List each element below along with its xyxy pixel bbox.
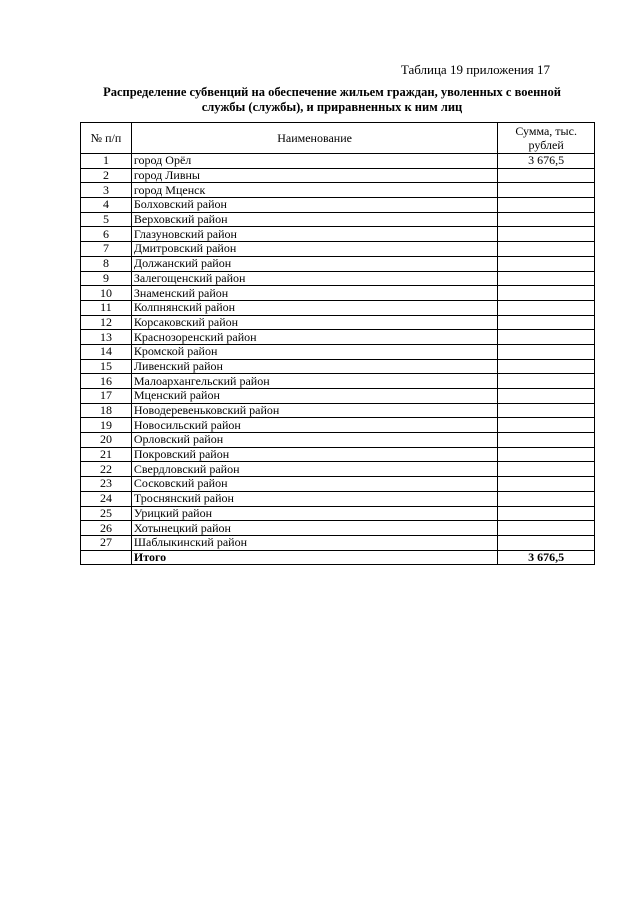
row-number: 2 <box>81 168 132 183</box>
row-sum <box>498 212 595 227</box>
row-name: Корсаковский район <box>131 315 497 330</box>
table-body <box>81 154 595 565</box>
row-number: 20 <box>81 433 132 448</box>
row-name: Сосковский район <box>131 477 497 492</box>
row-sum: 3 676,5 <box>498 154 595 169</box>
table-row <box>81 256 595 271</box>
row-number: 25 <box>81 506 132 521</box>
table-row <box>81 154 595 169</box>
row-sum <box>498 286 595 301</box>
row-name: город Ливны <box>131 168 497 183</box>
row-sum <box>498 477 595 492</box>
table-row <box>81 506 595 521</box>
row-number: 13 <box>81 330 132 345</box>
table-row <box>81 389 595 404</box>
table-row <box>81 315 595 330</box>
row-number: 4 <box>81 198 132 213</box>
column-header-number: № п/п <box>81 123 132 154</box>
row-number: 26 <box>81 521 132 536</box>
table-row <box>81 198 595 213</box>
row-number: 18 <box>81 403 132 418</box>
row-number: 12 <box>81 315 132 330</box>
row-number: 10 <box>81 286 132 301</box>
table-row <box>81 535 595 550</box>
row-sum <box>498 359 595 374</box>
row-number: 21 <box>81 447 132 462</box>
row-name: Покровский район <box>131 447 497 462</box>
row-sum <box>498 403 595 418</box>
table-row <box>81 300 595 315</box>
row-name: Мценский район <box>131 389 497 404</box>
row-name: Новосильский район <box>131 418 497 433</box>
row-sum <box>498 521 595 536</box>
row-sum <box>498 330 595 345</box>
table-row <box>81 286 595 301</box>
column-header-sum: Сумма, тыс. рублей <box>498 123 595 154</box>
row-number: 8 <box>81 256 132 271</box>
row-name: Ливенский район <box>131 359 497 374</box>
table-row <box>81 212 595 227</box>
row-number: 1 <box>81 154 132 169</box>
row-sum <box>498 300 595 315</box>
table-row <box>81 168 595 183</box>
row-sum <box>498 462 595 477</box>
row-name: Колпнянский район <box>131 300 497 315</box>
table-row <box>81 433 595 448</box>
row-sum <box>498 183 595 198</box>
table-row <box>81 491 595 506</box>
row-sum <box>498 198 595 213</box>
row-number: 11 <box>81 300 132 315</box>
table-row <box>81 418 595 433</box>
row-sum <box>498 506 595 521</box>
table-row <box>81 462 595 477</box>
row-name: Дмитровский район <box>131 242 497 257</box>
table-row <box>81 477 595 492</box>
row-sum <box>498 433 595 448</box>
row-sum <box>498 491 595 506</box>
row-number: 7 <box>81 242 132 257</box>
row-name: Малоархангельский район <box>131 374 497 389</box>
row-number: 6 <box>81 227 132 242</box>
table-row <box>81 374 595 389</box>
row-name: Орловский район <box>131 433 497 448</box>
row-number: 23 <box>81 477 132 492</box>
row-name: Краснозоренский район <box>131 330 497 345</box>
row-number: 16 <box>81 374 132 389</box>
row-number: 22 <box>81 462 132 477</box>
column-header-name: Наименование <box>131 123 497 154</box>
row-number: 24 <box>81 491 132 506</box>
row-sum: 3 676,5 <box>498 550 595 565</box>
table-header <box>81 123 595 154</box>
table-row <box>81 344 595 359</box>
row-sum <box>498 242 595 257</box>
row-name: Верховский район <box>131 212 497 227</box>
row-number: 15 <box>81 359 132 374</box>
header-row <box>81 123 595 154</box>
row-name: Залегощенский район <box>131 271 497 286</box>
row-sum <box>498 315 595 330</box>
row-sum <box>498 168 595 183</box>
table-row <box>81 359 595 374</box>
row-number <box>81 550 132 565</box>
table-row <box>81 227 595 242</box>
row-name: город Орёл <box>131 154 497 169</box>
row-name: Кромской район <box>131 344 497 359</box>
row-sum <box>498 418 595 433</box>
row-name: Знаменский район <box>131 286 497 301</box>
row-name: Троснянский район <box>131 491 497 506</box>
row-name: Свердловский район <box>131 462 497 477</box>
row-sum <box>498 447 595 462</box>
row-number: 19 <box>81 418 132 433</box>
row-number: 9 <box>81 271 132 286</box>
row-name: город Мценск <box>131 183 497 198</box>
table-row <box>81 330 595 345</box>
total-row <box>81 550 595 565</box>
row-sum <box>498 374 595 389</box>
row-name: Должанский район <box>131 256 497 271</box>
row-name: Шаблыкинский район <box>131 535 497 550</box>
table-row <box>81 183 595 198</box>
row-sum <box>498 389 595 404</box>
row-number: 17 <box>81 389 132 404</box>
row-sum <box>498 344 595 359</box>
row-sum <box>498 535 595 550</box>
row-number: 3 <box>81 183 132 198</box>
row-sum <box>498 271 595 286</box>
row-name: Итого <box>131 550 497 565</box>
row-number: 14 <box>81 344 132 359</box>
subsidy-distribution-table <box>80 122 595 565</box>
document-title: Распределение субвенций на обеспечение жильем граждан, уволенных с военной службы (службы), и приравненных к ним лиц <box>103 85 561 114</box>
row-name: Глазуновский район <box>131 227 497 242</box>
table-row <box>81 447 595 462</box>
table-row <box>81 242 595 257</box>
table-row <box>81 521 595 536</box>
row-name: Болховский район <box>131 198 497 213</box>
table-row <box>81 403 595 418</box>
row-name: Хотынецкий район <box>131 521 497 536</box>
table-row <box>81 271 595 286</box>
row-number: 5 <box>81 212 132 227</box>
row-name: Новодеревеньковский район <box>131 403 497 418</box>
row-name: Урицкий район <box>131 506 497 521</box>
appendix-reference: Таблица 19 приложения 17 <box>400 62 550 77</box>
row-sum <box>498 227 595 242</box>
row-number: 27 <box>81 535 132 550</box>
row-sum <box>498 256 595 271</box>
